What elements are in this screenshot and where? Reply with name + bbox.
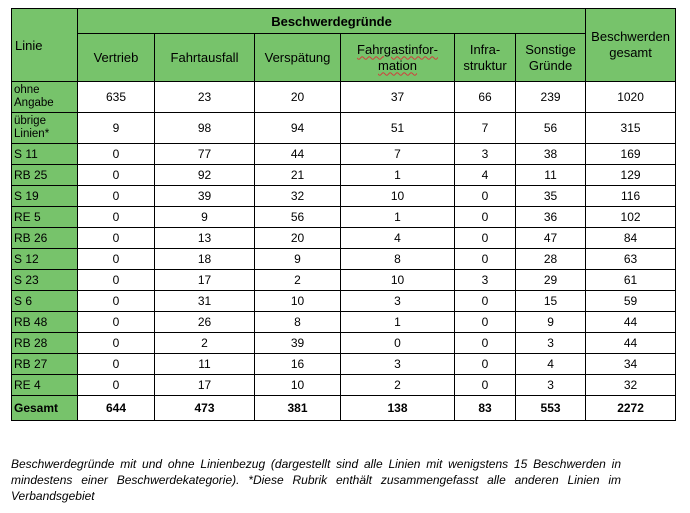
- table-row: [12, 333, 676, 354]
- value-cell: 10: [341, 270, 455, 291]
- row-total-cell: 32: [586, 375, 676, 396]
- value-cell: 31: [155, 291, 255, 312]
- value-cell: 0: [341, 333, 455, 354]
- grand-total-row: [12, 396, 676, 421]
- line-name-cell: RB 28: [12, 333, 78, 354]
- value-cell: 38: [516, 144, 586, 165]
- value-cell: 0: [455, 249, 516, 270]
- table-caption: Beschwerdegründe mit und ohne Linienbezug (dargestellt sind alle Linien mit wenigstens 15 Beschwerden in mindestens einer Beschwerdekategorie). *Diese Rubrik enthält zusammengefasst alle anderen Linien im Verbandsgebiet: [11, 457, 621, 503]
- value-cell: 0: [78, 312, 155, 333]
- complaint-reasons-group-header: Beschwerdegründe: [78, 9, 586, 34]
- value-cell: 0: [455, 312, 516, 333]
- value-cell: 0: [78, 165, 155, 186]
- total-column-header: Beschwerden gesamt: [586, 9, 676, 82]
- value-cell: 8: [255, 312, 341, 333]
- value-cell: 32: [255, 186, 341, 207]
- value-cell: 0: [455, 354, 516, 375]
- value-cell: 47: [516, 228, 586, 249]
- column-total-cell: 138: [341, 396, 455, 421]
- value-cell: 44: [255, 144, 341, 165]
- table-row: [12, 165, 676, 186]
- line-name-cell: übrige Linien*: [12, 113, 78, 144]
- value-cell: 0: [455, 291, 516, 312]
- value-cell: 3: [516, 333, 586, 354]
- column-header-sonstige-gruende: Sonstige Gründe: [516, 34, 586, 82]
- value-cell: 2: [341, 375, 455, 396]
- table-row: [12, 312, 676, 333]
- value-cell: 98: [155, 113, 255, 144]
- line-name-cell: S 11: [12, 144, 78, 165]
- table-row: [12, 186, 676, 207]
- value-cell: 0: [455, 375, 516, 396]
- value-cell: 10: [255, 375, 341, 396]
- row-total-cell: 34: [586, 354, 676, 375]
- value-cell: 0: [78, 249, 155, 270]
- value-cell: 37: [341, 82, 455, 113]
- value-cell: 7: [455, 113, 516, 144]
- grand-total-label: Gesamt: [12, 396, 78, 421]
- value-cell: 0: [455, 207, 516, 228]
- line-name-cell: RE 4: [12, 375, 78, 396]
- value-cell: 0: [78, 270, 155, 291]
- value-cell: 10: [341, 186, 455, 207]
- value-cell: 3: [341, 354, 455, 375]
- value-cell: 9: [255, 249, 341, 270]
- value-cell: 2: [155, 333, 255, 354]
- value-cell: 66: [455, 82, 516, 113]
- value-cell: 39: [255, 333, 341, 354]
- value-cell: 9: [516, 312, 586, 333]
- complaints-table-container: [11, 8, 675, 421]
- value-cell: 2: [255, 270, 341, 291]
- row-total-cell: 315: [586, 113, 676, 144]
- value-cell: 36: [516, 207, 586, 228]
- line-name-cell: RE 5: [12, 207, 78, 228]
- table-row: [12, 354, 676, 375]
- column-total-cell: 644: [78, 396, 155, 421]
- value-cell: 0: [78, 333, 155, 354]
- value-cell: 9: [78, 113, 155, 144]
- value-cell: 56: [255, 207, 341, 228]
- value-cell: 77: [155, 144, 255, 165]
- value-cell: 3: [516, 375, 586, 396]
- table-row: [12, 144, 676, 165]
- row-total-cell: 102: [586, 207, 676, 228]
- value-cell: 17: [155, 375, 255, 396]
- row-total-cell: 1020: [586, 82, 676, 113]
- column-total-cell: 381: [255, 396, 341, 421]
- line-name-cell: S 23: [12, 270, 78, 291]
- line-name-cell: S 19: [12, 186, 78, 207]
- line-name-cell: RB 27: [12, 354, 78, 375]
- value-cell: 56: [516, 113, 586, 144]
- value-cell: 0: [455, 228, 516, 249]
- value-cell: 0: [455, 186, 516, 207]
- value-cell: 1: [341, 207, 455, 228]
- value-cell: 15: [516, 291, 586, 312]
- value-cell: 20: [255, 228, 341, 249]
- value-cell: 28: [516, 249, 586, 270]
- value-cell: 8: [341, 249, 455, 270]
- value-cell: 0: [78, 144, 155, 165]
- value-cell: 635: [78, 82, 155, 113]
- value-cell: 18: [155, 249, 255, 270]
- column-header-verspaetung: Verspätung: [255, 34, 341, 82]
- value-cell: 0: [78, 186, 155, 207]
- table-row: [12, 82, 676, 113]
- value-cell: 7: [341, 144, 455, 165]
- table-row: [12, 291, 676, 312]
- column-total-cell: 83: [455, 396, 516, 421]
- value-cell: 23: [155, 82, 255, 113]
- table-row: [12, 249, 676, 270]
- value-cell: 29: [516, 270, 586, 291]
- column-header-fahrtausfall: Fahrtausfall: [155, 34, 255, 82]
- table-row: [12, 207, 676, 228]
- row-total-cell: 129: [586, 165, 676, 186]
- value-cell: 0: [78, 375, 155, 396]
- line-name-cell: S 12: [12, 249, 78, 270]
- value-cell: 16: [255, 354, 341, 375]
- value-cell: 1: [341, 312, 455, 333]
- value-cell: 11: [516, 165, 586, 186]
- complaints-table: [11, 8, 676, 421]
- value-cell: 0: [455, 333, 516, 354]
- value-cell: 0: [78, 207, 155, 228]
- line-name-cell: RB 48: [12, 312, 78, 333]
- value-cell: 13: [155, 228, 255, 249]
- column-total-cell: 553: [516, 396, 586, 421]
- value-cell: 26: [155, 312, 255, 333]
- value-cell: 4: [341, 228, 455, 249]
- row-total-cell: 116: [586, 186, 676, 207]
- value-cell: 3: [341, 291, 455, 312]
- value-cell: 239: [516, 82, 586, 113]
- line-name-cell: ohne Angabe: [12, 82, 78, 113]
- row-total-cell: 44: [586, 333, 676, 354]
- grand-total-value: 2272: [586, 396, 676, 421]
- table-row: [12, 375, 676, 396]
- line-name-cell: S 6: [12, 291, 78, 312]
- value-cell: 0: [78, 291, 155, 312]
- line-column-header: Linie: [12, 9, 78, 82]
- value-cell: 17: [155, 270, 255, 291]
- value-cell: 35: [516, 186, 586, 207]
- value-cell: 4: [516, 354, 586, 375]
- table-row: [12, 228, 676, 249]
- value-cell: 0: [78, 228, 155, 249]
- line-name-cell: RB 25: [12, 165, 78, 186]
- row-total-cell: 63: [586, 249, 676, 270]
- value-cell: 94: [255, 113, 341, 144]
- value-cell: 3: [455, 270, 516, 291]
- table-row: [12, 113, 676, 144]
- value-cell: 92: [155, 165, 255, 186]
- value-cell: 9: [155, 207, 255, 228]
- row-total-cell: 84: [586, 228, 676, 249]
- table-body: [12, 82, 676, 421]
- table-row: [12, 270, 676, 291]
- row-total-cell: 61: [586, 270, 676, 291]
- value-cell: 20: [255, 82, 341, 113]
- column-header-fahrgastinformation: Fahrgastinfor- mation: [341, 34, 455, 82]
- value-cell: 11: [155, 354, 255, 375]
- column-header-infrastruktur: Infra- struktur: [455, 34, 516, 82]
- value-cell: 51: [341, 113, 455, 144]
- column-total-cell: 473: [155, 396, 255, 421]
- row-total-cell: 59: [586, 291, 676, 312]
- row-total-cell: 169: [586, 144, 676, 165]
- value-cell: 0: [78, 354, 155, 375]
- value-cell: 21: [255, 165, 341, 186]
- value-cell: 3: [455, 144, 516, 165]
- value-cell: 1: [341, 165, 455, 186]
- value-cell: 4: [455, 165, 516, 186]
- value-cell: 10: [255, 291, 341, 312]
- column-header-vertrieb: Vertrieb: [78, 34, 155, 82]
- line-name-cell: RB 26: [12, 228, 78, 249]
- value-cell: 39: [155, 186, 255, 207]
- row-total-cell: 44: [586, 312, 676, 333]
